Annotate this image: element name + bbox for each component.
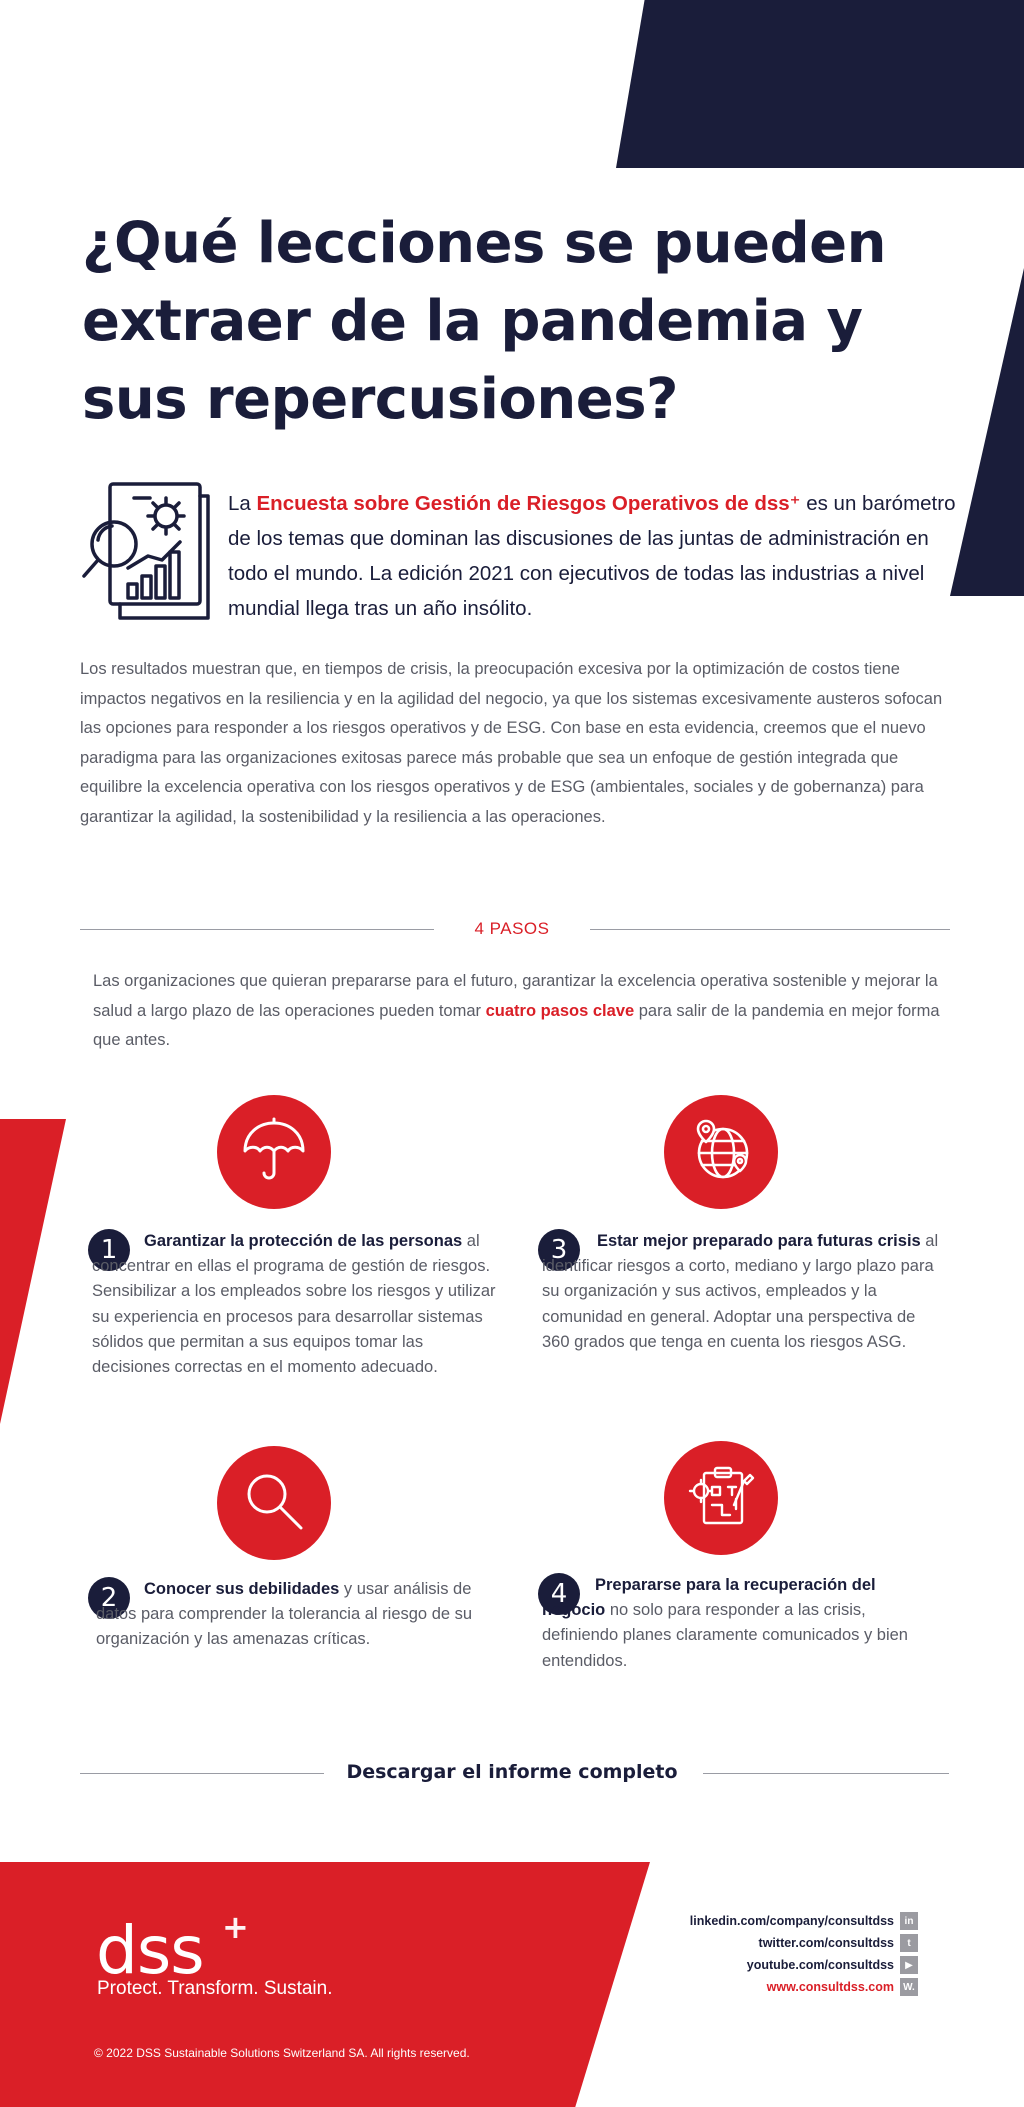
youtube-icon: ▶ (900, 1956, 918, 1974)
decorative-navy-shape-right (950, 268, 1024, 596)
linkedin-icon: in (900, 1912, 918, 1930)
step-2-number: 2 (88, 1577, 130, 1619)
social-links (690, 1910, 918, 1998)
body-paragraph: Los resultados muestran que, en tiempos de crisis, la preocupación excesiva por la optimización de costos tiene impactos negativos en la resiliencia y en la agilidad del negocio, ya que los sistemas excesivamente austeros sofocan las opciones para responder a los riesgos operativos y de ESG. Con base en esta evidencia, creemos que el nuevo paradigma para las organizaciones exitosas parece más probable que sea un enfoque de gestión integrada que equilibre la excelencia operativa con los riesgos operativos y de ESG (ambientales, sociales y de gobernanza) para garantizar la agilidad, la sostenibilidad y la resiliencia a las operaciones. (80, 660, 943, 826)
decorative-red-shape-left (0, 1119, 66, 1424)
dss-logo: dss (96, 1912, 204, 1989)
copyright: © 2022 DSS Sustainable Solutions Switzerland SA. All rights reserved. (94, 2046, 470, 2060)
step-4-icon-circle (664, 1441, 778, 1555)
survey-name-highlight[interactable]: Encuesta sobre Gestión de Riesgos Operativos de dss⁺ (256, 492, 801, 515)
download-divider-right (703, 1773, 949, 1774)
umbrella-icon (239, 1115, 309, 1190)
step-3-text: Estar mejor preparado para futuras crisis al identificar riesgos a corto, mediano y largo plazo para su organización y sus activos, empleados y la comunidad en general. Adoptar una perspectiva de 360 grados que tenga en cuenta los riesgos ASG. (542, 1232, 939, 1351)
globe-pin-icon (686, 1115, 756, 1190)
divider-left (80, 929, 434, 930)
linkedin-link[interactable]: linkedin.com/company/consultdss in (690, 1910, 918, 1932)
step-4-number: 4 (538, 1573, 580, 1615)
step-1-icon-circle (217, 1095, 331, 1209)
divider-right (590, 929, 950, 930)
youtube-link[interactable]: youtube.com/consultdss ▶ (690, 1954, 918, 1976)
page-title: ¿Qué lecciones se pueden extraer de la pandemia y sus repercusiones? (82, 211, 887, 432)
magnifier-icon (239, 1466, 309, 1541)
web-icon: W. (900, 1978, 918, 1996)
step-1-number: 1 (88, 1229, 130, 1271)
clipboard-plan-icon (686, 1461, 756, 1536)
step-2-text: Conocer sus debilidades y usar análisis de datos para comprender la tolerancia al riesgo de su organización y las amenazas críticas. (96, 1580, 473, 1649)
section-label: 4 PASOS (474, 919, 550, 938)
step-4-text: Prepararse para la recuperación del negocio no solo para responder a las crisis, definiendo planes claramente comunicados y bien entendidos. (542, 1576, 908, 1670)
decorative-navy-shape-top (616, 0, 1024, 168)
website-link[interactable]: www.consultdss.com W. (690, 1976, 918, 1998)
twitter-icon: t (900, 1934, 918, 1952)
intro-text: La Encuesta sobre Gestión de Riesgos Operativos de dss⁺ es un barómetro de los temas que dominan las discusiones de las juntas de administración en todo el mundo. La edición 2021 con ejecutivos de todas las industrias a nivel mundial llega tras un año insólito. (228, 492, 956, 620)
key-steps-highlight: cuatro pasos clave (485, 1001, 635, 1020)
twitter-link[interactable]: twitter.com/consultdss t (690, 1932, 918, 1954)
step-2-icon-circle (217, 1446, 331, 1560)
step-3-icon-circle (664, 1095, 778, 1209)
step-3-number: 3 (538, 1229, 580, 1271)
steps-intro: Las organizaciones que quieran prepararse para el futuro, garantizar la excelencia operativa sostenible y mejorar la salud a largo plazo de las operaciones pueden tomar cuatro pasos clave para salir de la pandemia en mejor forma que antes. (93, 972, 940, 1049)
dss-logo-plus: + (222, 1908, 249, 1946)
tagline: Protect. Transform. Sustain. (97, 1978, 333, 1999)
download-divider-left (80, 1773, 324, 1774)
report-analysis-icon (76, 480, 212, 622)
download-report-link[interactable]: Descargar el informe completo (346, 1761, 678, 1783)
step-1-text: Garantizar la protección de las personas al concentrar en ellas el programa de gestión de riesgos. Sensibilizar a los empleados sobre los riesgos y utilizar su experiencia en procesos para desarrollar sistemas sólidos que permitan a sus equipos tomar las decisiones correctas en el momento adecuado. (92, 1232, 496, 1377)
